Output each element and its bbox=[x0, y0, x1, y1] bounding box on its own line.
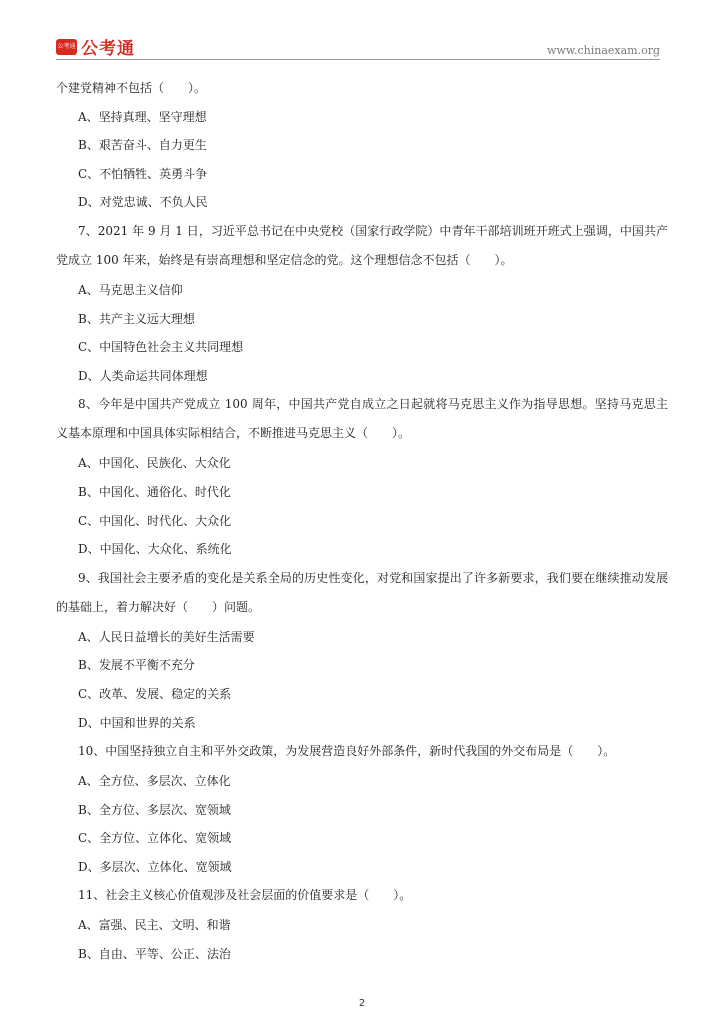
answer-option: B、全方位、多层次、宽领域 bbox=[78, 802, 231, 817]
answer-option: C、中国特色社会主义共同理想 bbox=[78, 340, 244, 355]
answer-option: A、人民日益增长的美好生活需要 bbox=[78, 629, 255, 644]
question-fragment: 个建党精神不包括（ ）。 bbox=[56, 81, 207, 95]
header-divider bbox=[56, 59, 660, 60]
answer-option: B、自由、平等、公正、法治 bbox=[78, 947, 231, 962]
page-header bbox=[0, 0, 724, 62]
answer-option: A、马克思主义信仰 bbox=[78, 282, 183, 297]
site-url: www.chinaexam.org bbox=[547, 44, 660, 57]
answer-option: D、中国化、大众化、系统化 bbox=[78, 542, 232, 557]
question-text: 10、中国坚持独立自主和平外交政策，为发展营造良好外部条件，新时代我国的外交布局是（ ）。 bbox=[78, 744, 616, 759]
question-text: 9、我国社会主要矛盾的变化是关系全局的历史性变化，对党和国家提出了许多新要求，我们要在继续推动发展的基础上，着力解决好（ ）问题。 bbox=[56, 570, 668, 614]
answer-option: A、中国化、民族化、大众化 bbox=[78, 456, 231, 471]
logo-text: 公考通 bbox=[81, 39, 135, 59]
answer-option: D、对党忠诚、不负人民 bbox=[78, 195, 208, 210]
answer-option: B、发展不平衡不充分 bbox=[78, 658, 195, 673]
answer-option: C、全方位、立体化、宽领域 bbox=[78, 831, 232, 846]
question-text: 8、今年是中国共产党成立 100 周年，中国共产党自成立之日起就将马克思主义作为指导思想。坚持马克思主义基本原理和中国具体实际相结合，不断推进马克思主义（ ）。 bbox=[56, 397, 668, 441]
answer-option: A、全方位、多层次、立体化 bbox=[78, 774, 231, 789]
logo bbox=[56, 34, 135, 59]
answer-option: C、中国化、时代化、大众化 bbox=[78, 513, 232, 528]
question-text: 11、社会主义核心价值观涉及社会层面的价值要求是（ ）。 bbox=[78, 888, 412, 903]
logo-badge: 公考通 bbox=[56, 39, 77, 55]
answer-option: D、中国和世界的关系 bbox=[78, 715, 196, 730]
answer-option: A、坚持真理、坚守理想 bbox=[78, 109, 207, 124]
answer-option: B、共产主义远大理想 bbox=[78, 311, 195, 326]
answer-option: D、多层次、立体化、宽领域 bbox=[78, 859, 232, 874]
answer-option: B、艰苦奋斗、自力更生 bbox=[78, 138, 207, 153]
question-text: 7、2021 年 9 月 1 日，习近平总书记在中央党校（国家行政学院）中青年干部培训班开班式上强调，中国共产党成立 100 年来，始终是有崇高理想和坚定信念的党。这个理想信念不包括（ ）。 bbox=[56, 223, 668, 267]
answer-option: A、富强、民主、文明、和谐 bbox=[78, 918, 231, 933]
document-body bbox=[56, 78, 668, 973]
answer-option: D、人类命运共同体理想 bbox=[78, 368, 208, 383]
page-number: 2 bbox=[358, 998, 366, 1009]
answer-option: C、不怕牺牲、英勇斗争 bbox=[78, 166, 208, 181]
answer-option: B、中国化、通俗化、时代化 bbox=[78, 484, 231, 499]
answer-option: C、改革、发展、稳定的关系 bbox=[78, 686, 232, 701]
